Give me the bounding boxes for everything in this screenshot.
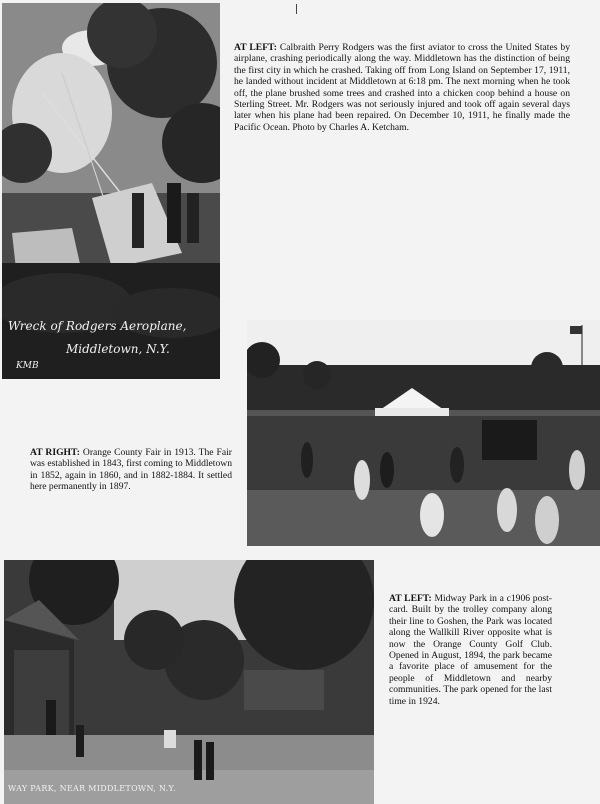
photo-aeroplane-wreck [2,3,220,379]
caption-1-lead: AT LEFT: [234,42,280,53]
caption-rodgers [234,42,570,133]
photo-1-inscription-line1: Wreck of Rodgers Aeroplane, [8,319,187,333]
caption-midway-park [389,593,552,707]
caption-3-text: Midway Park in a c1906 post-card. Built by the trolley company along their line to Goshen, the Park was located along the Wallkill River opposite what is now the Orange County Golf Club. Opened in August, 1894, the park became a favorite place of amusement for the people of Middletown and nearby communities. The park opened for the last time in 1924. [389,593,552,707]
caption-1-text: Calbraith Perry Rodgers was the first aviator to cross the United States by airplane, crashing periodically along the way. Middletown has the distinction of being the first city in which he crashed. Taking off from Long Island on September 17, 1911, he landed without incident at Middletown at 6:18 pm. The next morning when he took off, the plane brushed some trees and crashed into a chicken coop behind a house on Sterling Street. Mr. Rodgers was not seriously injured and took off again several days later when his plane had been repaired. On December 10, 1911, he finally made the Pacific Ocean. Photo by Charles A. Ketcham. [234,42,570,133]
midway-park-image [4,560,374,804]
page-top-mark [296,4,297,14]
photo-1-inscription-line2: Middletown, N.Y. [66,342,170,356]
photo-1-inscription-initials: KMB [16,361,39,371]
caption-2-lead: AT RIGHT: [30,447,83,458]
county-fair-image [247,320,600,546]
caption-3-lead: AT LEFT: [389,593,435,604]
caption-county-fair [30,447,232,493]
photo-county-fair [247,320,600,546]
photo-midway-park [4,560,374,804]
caption-2-text: Orange County Fair in 1913. The Fair was established in 1843, first coming to Middletown in 1852, again in 1860, and in 1882-1884. It settled here permanently in 1897. [30,447,232,493]
photo-3-inscription: WAY PARK, NEAR MIDDLETOWN, N.Y. [8,784,176,793]
